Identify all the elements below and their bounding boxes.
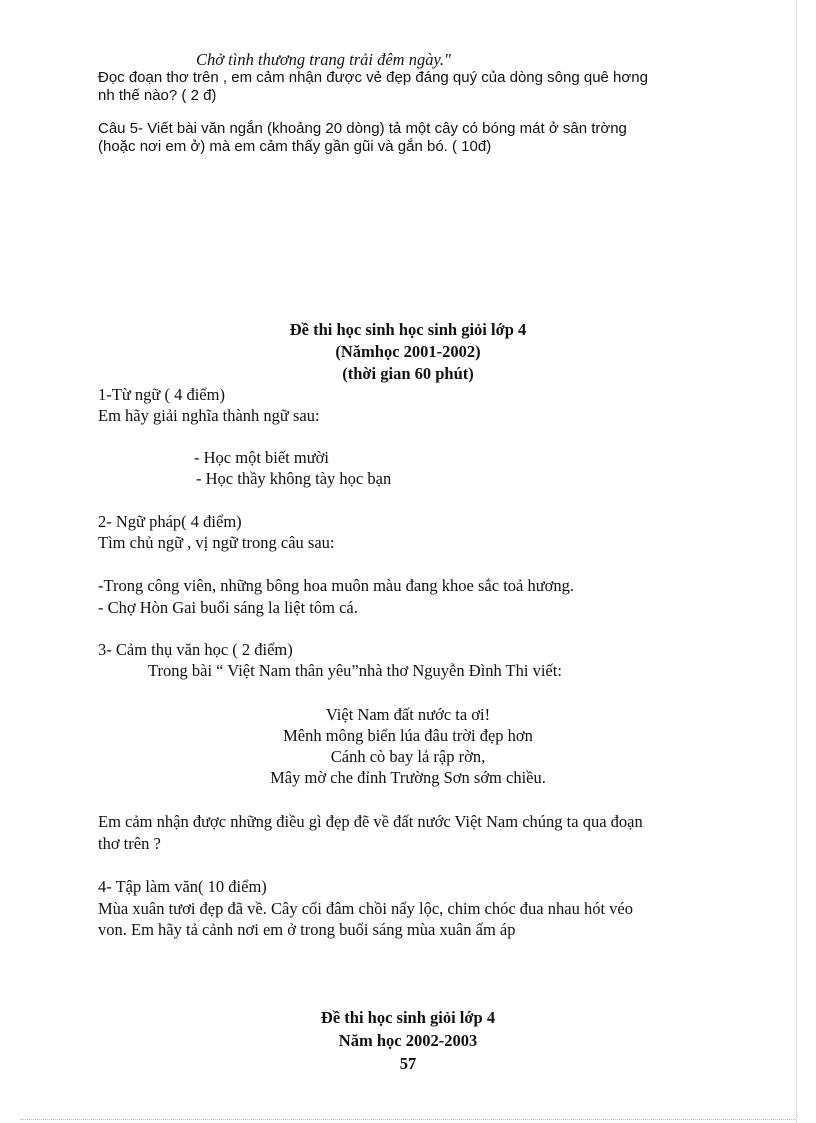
q5-text-line-1: Câu 5- Viết bài văn ngắn (khoảng 20 dòng) tả một cây có bóng mát ở sân trờng (98, 120, 627, 137)
section2-item-1: -Trong công viên, những bông hoa muôn màu đang khoe sắc toả hương. (98, 576, 575, 595)
section2-prompt: Tìm chủ ngữ , vị ngữ trong câu sau: (98, 533, 335, 552)
section1-item-2: - Học thầy không tày học bạn (196, 469, 392, 488)
section3-heading: 3- Cảm thụ văn học ( 2 điểm) (98, 640, 293, 659)
section3-question-line-1: Em cảm nhận được những điều gì đẹp đẽ về đất nước Việt Nam chúng ta qua đoạn (98, 812, 643, 831)
page-bottom-border (20, 1119, 796, 1120)
page-right-border (796, 0, 797, 1123)
section1-prompt: Em hãy giải nghĩa thành ngữ sau: (98, 406, 320, 425)
section2-heading: 2- Ngữ pháp( 4 điểm) (98, 512, 242, 531)
section4-heading: 4- Tập làm văn( 10 điểm) (98, 877, 267, 896)
poem-last-line: Chở tình thương trang trải đêm ngày." (196, 50, 451, 69)
poem-line-1: Việt Nam đất nước ta ơi! (325, 705, 491, 724)
exam2-year: Năm học 2002-2003 (338, 1031, 478, 1050)
section1-heading: 1-Từ ngữ ( 4 điểm) (98, 385, 225, 404)
exam2-title: Đề thi học sinh giỏi lớp 4 (320, 1008, 496, 1027)
poem-line-3: Cánh cò bay lả rập rờn, (330, 747, 486, 766)
q4-text-line-2: nh thế nào? ( 2 đ) (98, 87, 217, 104)
section4-text-line-2: von. Em hãy tả cảnh nơi em ở trong buổi sáng mùa xuân ấm áp (98, 920, 516, 939)
section3-question-line-2: thơ trên ? (98, 834, 161, 853)
poem-line-4: Mây mờ che đỉnh Trường Sơn sớm chiều. (270, 768, 546, 787)
section3-intro: Trong bài “ Việt Nam thân yêu”nhà thơ Nguyễn Đình Thi viết: (148, 661, 562, 680)
section1-item-1: - Học một biết mười (194, 448, 329, 467)
exam1-time: (thời gian 60 phút) (342, 364, 474, 383)
q4-text-line-1: Đọc đoạn thơ trên , em cảm nhận được vẻ đẹp đáng quý của dòng sông quê hơng (98, 69, 648, 86)
page-number: 57 (399, 1054, 417, 1073)
exam1-year: (Nămhọc 2001-2002) (335, 342, 481, 361)
q5-text-line-2: (hoặc nơi em ở) mà em cảm thấy gần gũi và gắn bó. ( 10đ) (98, 138, 492, 155)
section4-text-line-1: Mùa xuân tươi đẹp đã về. Cây cối đâm chồi nẩy lộc, chim chóc đua nhau hót véo (98, 899, 633, 918)
section2-item-2: - Chợ Hòn Gai buổi sáng la liệt tôm cá. (98, 598, 358, 617)
poem-line-2: Mênh mông biển lúa đâu trời đẹp hơn (283, 726, 533, 745)
exam1-title: Đề thi học sinh học sinh giỏi lớp 4 (289, 320, 527, 339)
